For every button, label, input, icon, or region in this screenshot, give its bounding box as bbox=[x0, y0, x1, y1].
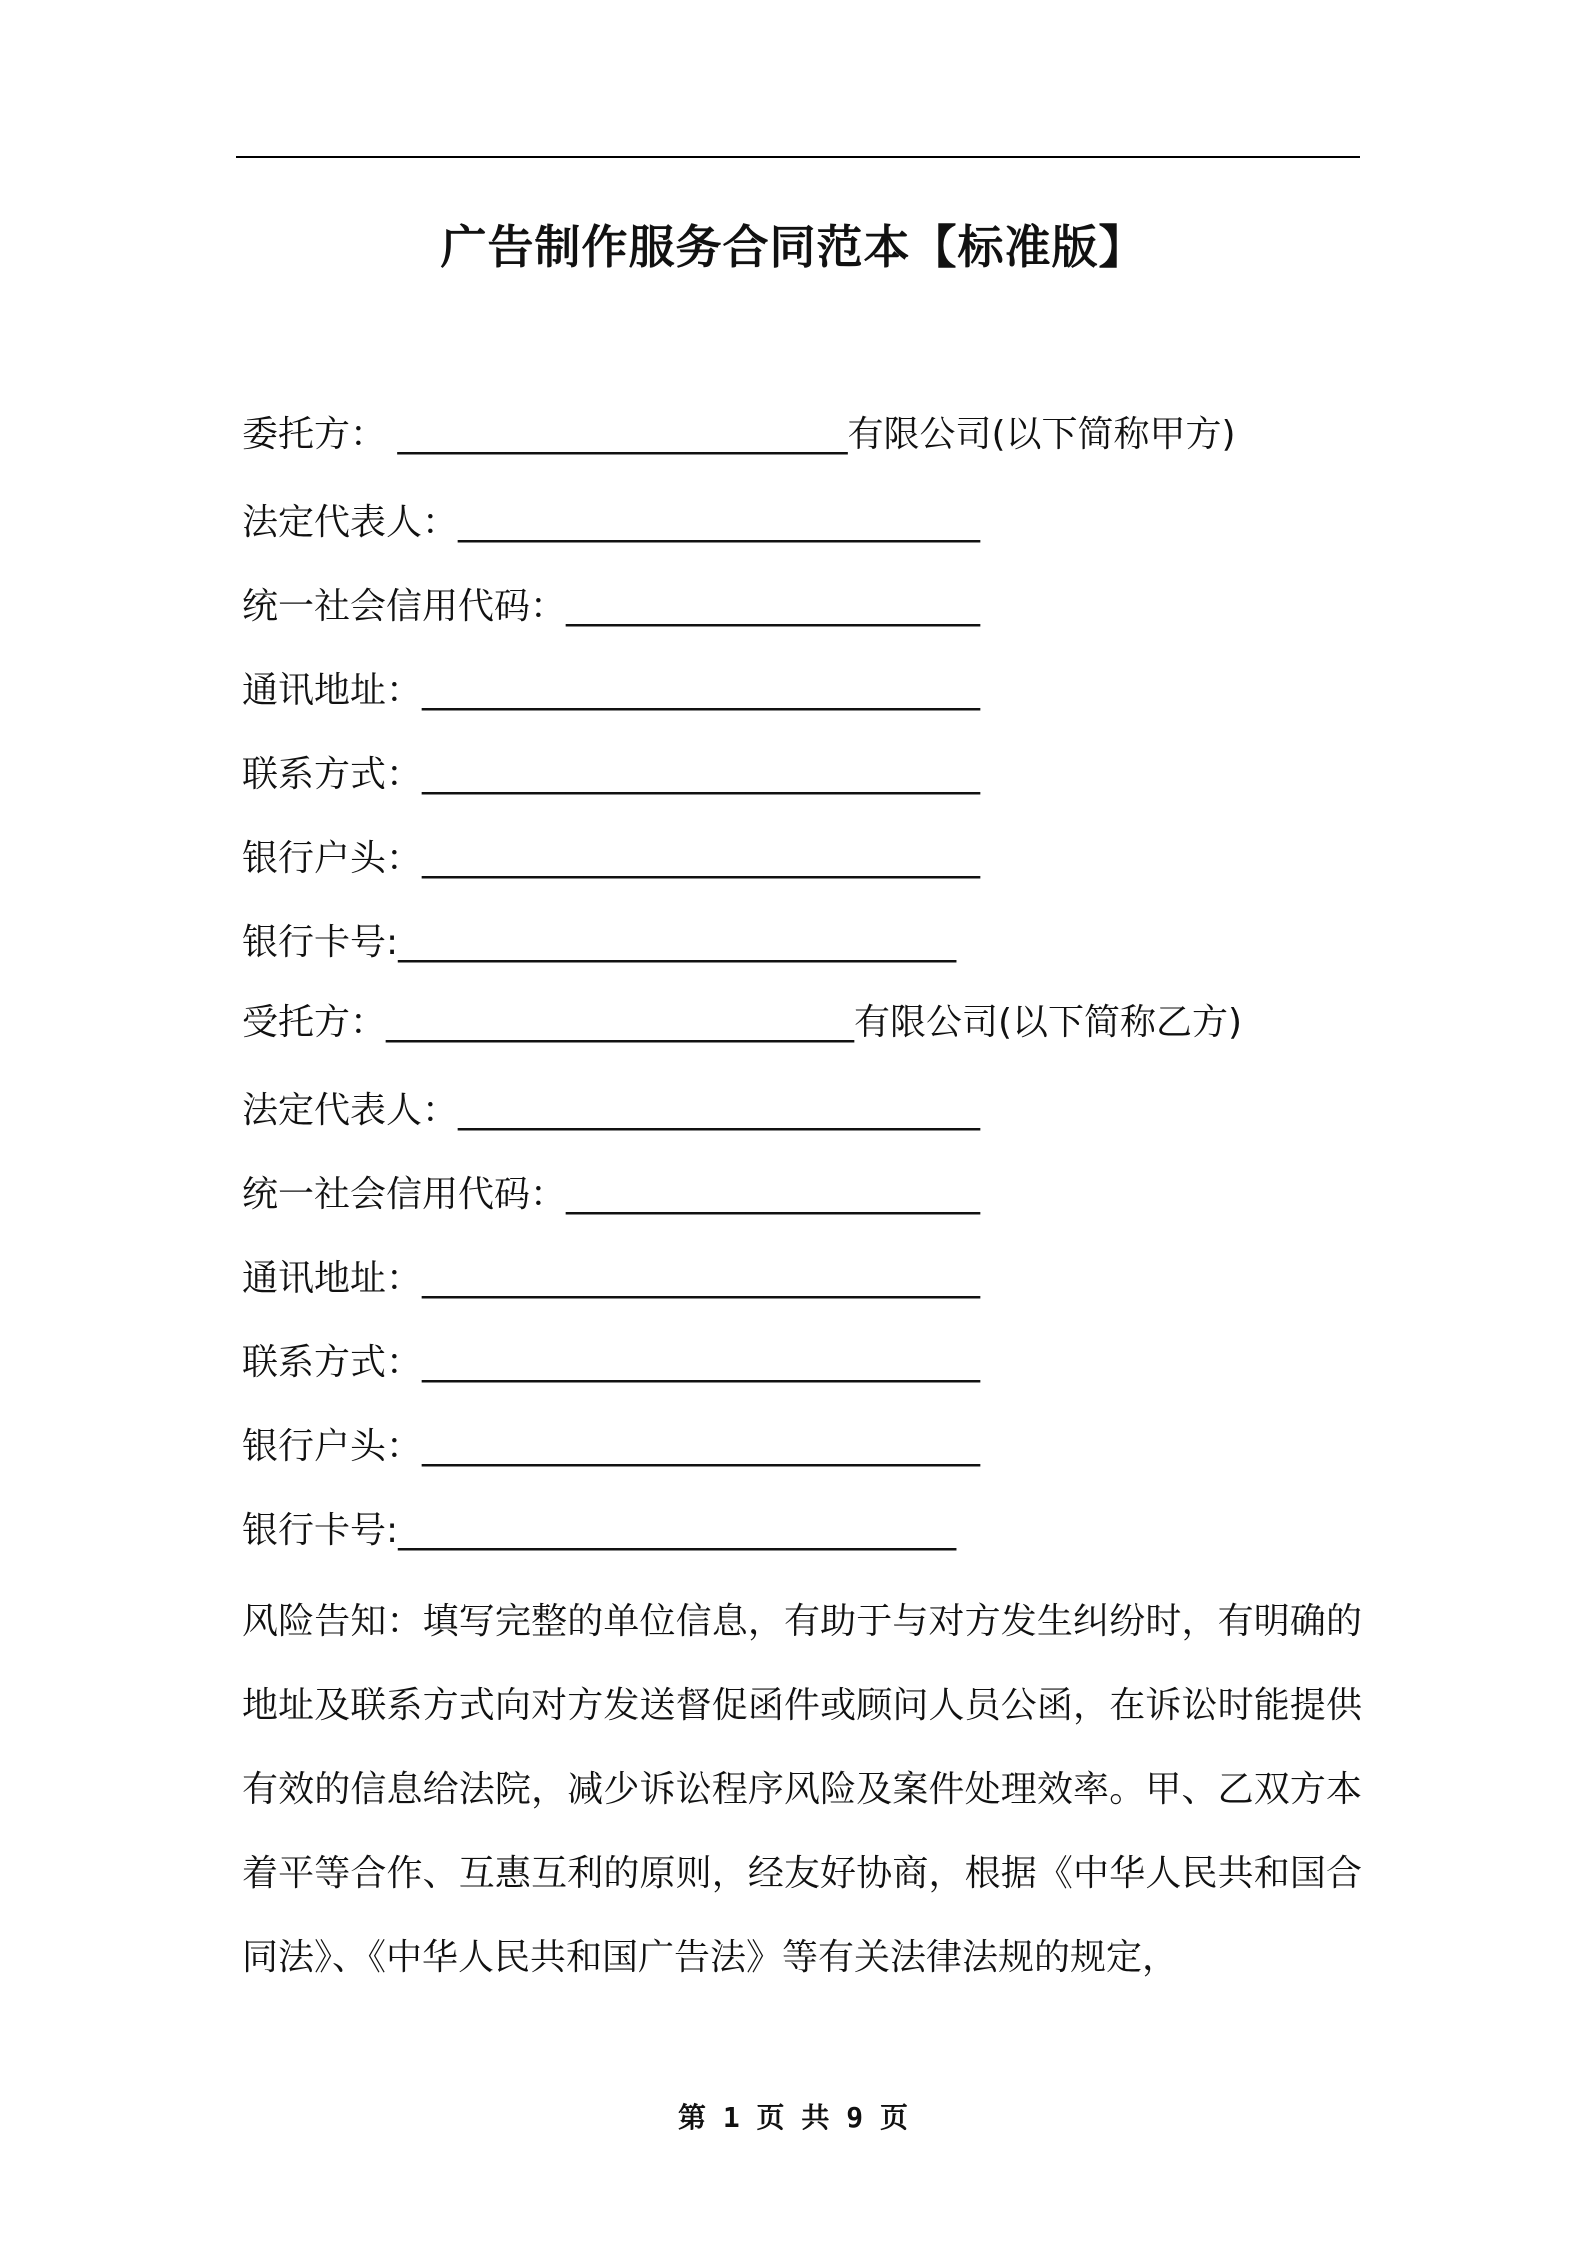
agent-credit-code-line: 统一社会信用代码：_______________________ bbox=[242, 1174, 981, 1215]
client-bank-account-line: 银行户头：_______________________________ bbox=[242, 838, 981, 879]
client-contact-line: 联系方式：_______________________________ bbox=[242, 754, 981, 795]
document-title: 广告制作服务合同范本【标准版】 bbox=[440, 220, 1146, 274]
page-footer: 第 1 页 共 9 页 bbox=[677, 2101, 908, 2134]
agent-contact-line: 联系方式：_______________________________ bbox=[242, 1342, 981, 1383]
agent-name-line: 受托方：__________________________有限公司(以下简称乙方) bbox=[242, 1002, 1243, 1043]
agent-address-line: 通讯地址：_______________________________ bbox=[242, 1258, 981, 1299]
agent-card-number-line: 银行卡号:_______________________________ bbox=[242, 1510, 957, 1551]
client-name-line: 委托方： _________________________有限公司(以下简称甲方) bbox=[242, 414, 1236, 455]
agent-legal-rep-line: 法定代表人：_____________________________ bbox=[242, 1090, 981, 1131]
client-credit-code-line: 统一社会信用代码：_______________________ bbox=[242, 586, 981, 627]
client-address-line: 通讯地址：_______________________________ bbox=[242, 670, 981, 711]
risk-notice-paragraph: 风险告知：填写完整的单位信息，有助于与对方发生纠纷时，有明确的地址及联系方式向对方发送督促函件或顾问人员公函，在诉讼时能提供有效的信息给法院，减少诉讼程序风险及案件处理效率。甲、乙双方本着平等合作、互惠互利的原则，经友好协商，根据《中华人民共和国合同法》、《中华人民共和国广告法》等有关法律法规的规定， bbox=[242, 1601, 1362, 1978]
client-card-number-line: 银行卡号:_______________________________ bbox=[242, 922, 957, 963]
client-legal-rep-line: 法定代表人：_____________________________ bbox=[242, 502, 981, 543]
agent-bank-account-line: 银行户头：_______________________________ bbox=[242, 1426, 981, 1467]
header-rule bbox=[236, 156, 1360, 158]
